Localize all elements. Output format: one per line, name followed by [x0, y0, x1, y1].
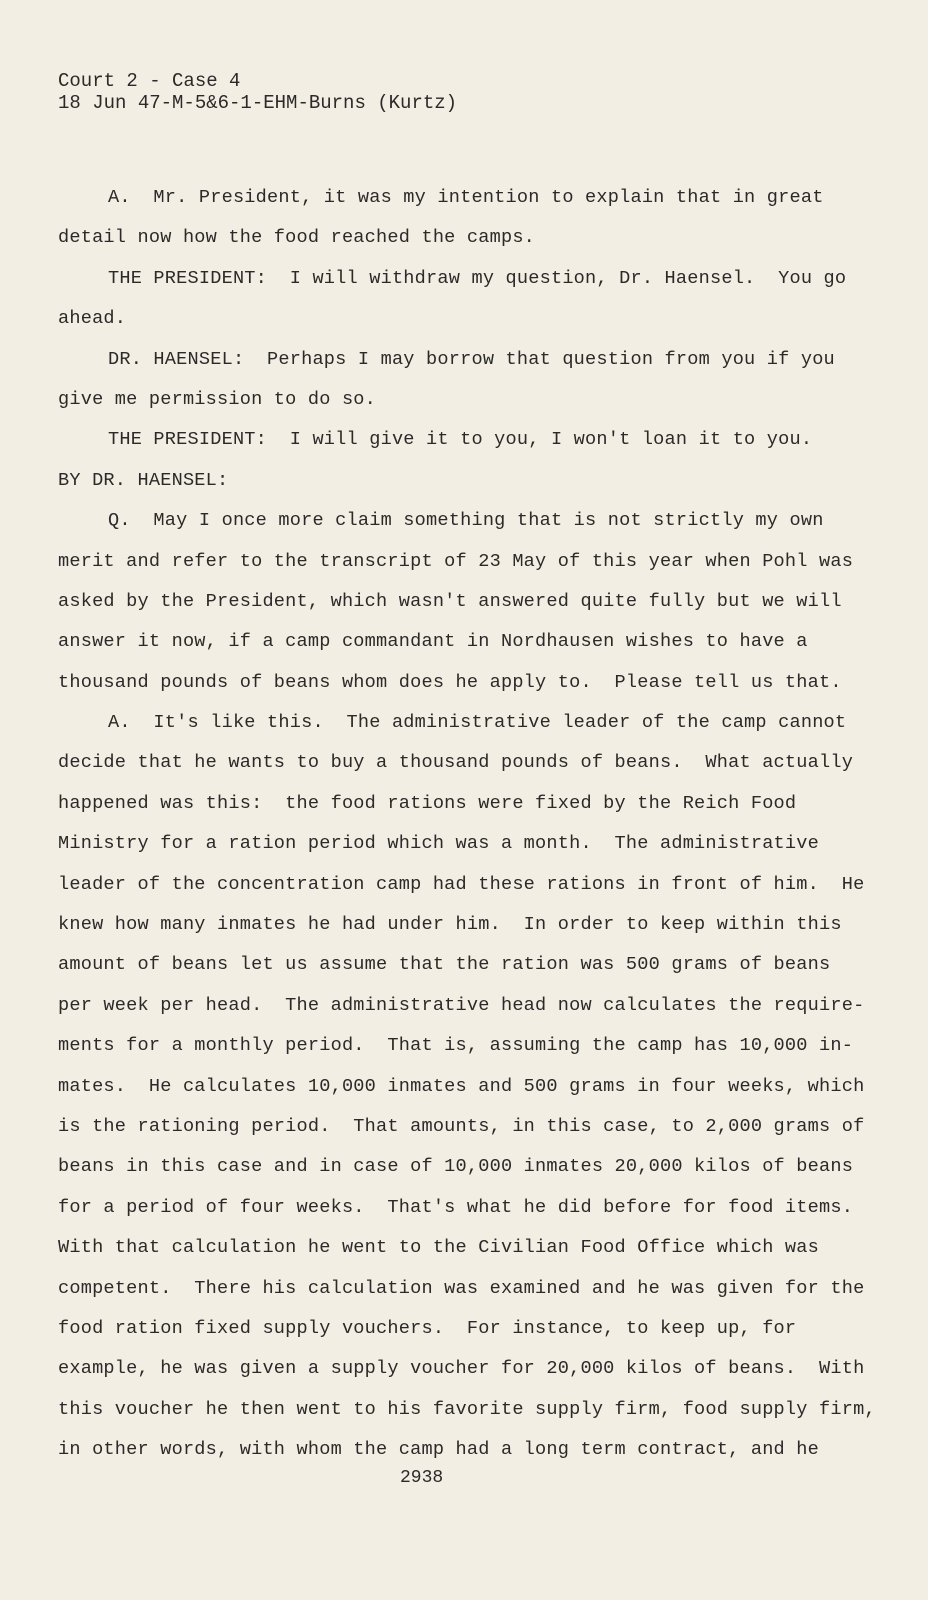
transcript-line: decide that he wants to buy a thousand pounds of beans. What actually — [58, 752, 854, 774]
transcript-line: happened was this: the food rations were fixed by the Reich Food — [58, 792, 797, 814]
transcript-line: this voucher he then went to his favorite supply firm, food supply firm, — [58, 1398, 876, 1420]
transcript-line: asked by the President, which wasn't answered quite fully but we will — [58, 590, 842, 612]
transcript-line: amount of beans let us assume that the ration was 500 grams of beans — [58, 954, 831, 976]
transcript-line: mates. He calculates 10,000 inmates and 500 grams in four weeks, which — [58, 1075, 865, 1097]
transcript-line: DR. HAENSEL: Perhaps I may borrow that question from you if you — [108, 348, 835, 370]
transcript-line: THE PRESIDENT: I will withdraw my question, Dr. Haensel. You go — [108, 267, 847, 289]
transcript-line: beans in this case and in case of 10,000 inmates 20,000 kilos of beans — [58, 1156, 854, 1178]
transcript-line: merit and refer to the transcript of 23 May of this year when Pohl was — [58, 550, 854, 572]
transcript-line: example, he was given a supply voucher for 20,000 kilos of beans. With — [58, 1358, 865, 1380]
page-number: 2938 — [400, 1468, 444, 1488]
transcript-line: BY DR. HAENSEL: — [58, 469, 229, 491]
transcript-line: knew how many inmates he had under him. In order to keep within this — [58, 914, 842, 936]
transcript-line: answer it now, if a camp commandant in Nordhausen wishes to have a — [58, 631, 808, 653]
transcript-body — [58, 186, 918, 1479]
transcript-line: A. Mr. President, it was my intention to explain that in great — [108, 187, 824, 208]
transcript-line: leader of the concentration camp had these rations in front of him. He — [58, 873, 865, 895]
transcript-line: Q. May I once more claim something that is not strictly my own — [108, 510, 824, 532]
transcript-line: for a period of four weeks. That's what he did before for food items. — [58, 1196, 854, 1218]
transcript-line: With that calculation he went to the Civilian Food Office which was — [58, 1237, 819, 1259]
court-case-line: Court 2 - Case 4 — [58, 70, 241, 92]
transcript-line: A. It's like this. The administrative leader of the camp cannot — [108, 712, 847, 734]
document-header — [58, 70, 457, 114]
transcript-line: ahead. — [58, 308, 127, 330]
transcript-line: per week per head. The administrative head now calculates the require- — [58, 994, 865, 1016]
transcript-line: give me permission to do so. — [58, 388, 377, 410]
transcript-line: food ration fixed supply vouchers. For instance, to keep up, for — [58, 1317, 797, 1339]
session-reference-line: 18 Jun 47-M-5&6-1-EHM-Burns (Kurtz) — [58, 92, 458, 114]
transcript-line: ments for a monthly period. That is, assuming the camp has 10,000 in- — [58, 1035, 854, 1057]
transcript-line: Ministry for a ration period which was a month. The administrative — [58, 833, 819, 855]
transcript-line: is the rationing period. That amounts, in this case, to 2,000 grams of — [58, 1115, 865, 1137]
transcript-line: detail now how the food reached the camps. — [58, 227, 536, 249]
transcript-line: thousand pounds of beans whom does he apply to. Please tell us that. — [58, 671, 842, 693]
transcript-line: THE PRESIDENT: I will give it to you, I won't loan it to you. — [108, 429, 813, 451]
transcript-line: in other words, with whom the camp had a long term contract, and he — [58, 1439, 819, 1461]
transcript-line: competent. There his calculation was examined and he was given for the — [58, 1277, 865, 1299]
